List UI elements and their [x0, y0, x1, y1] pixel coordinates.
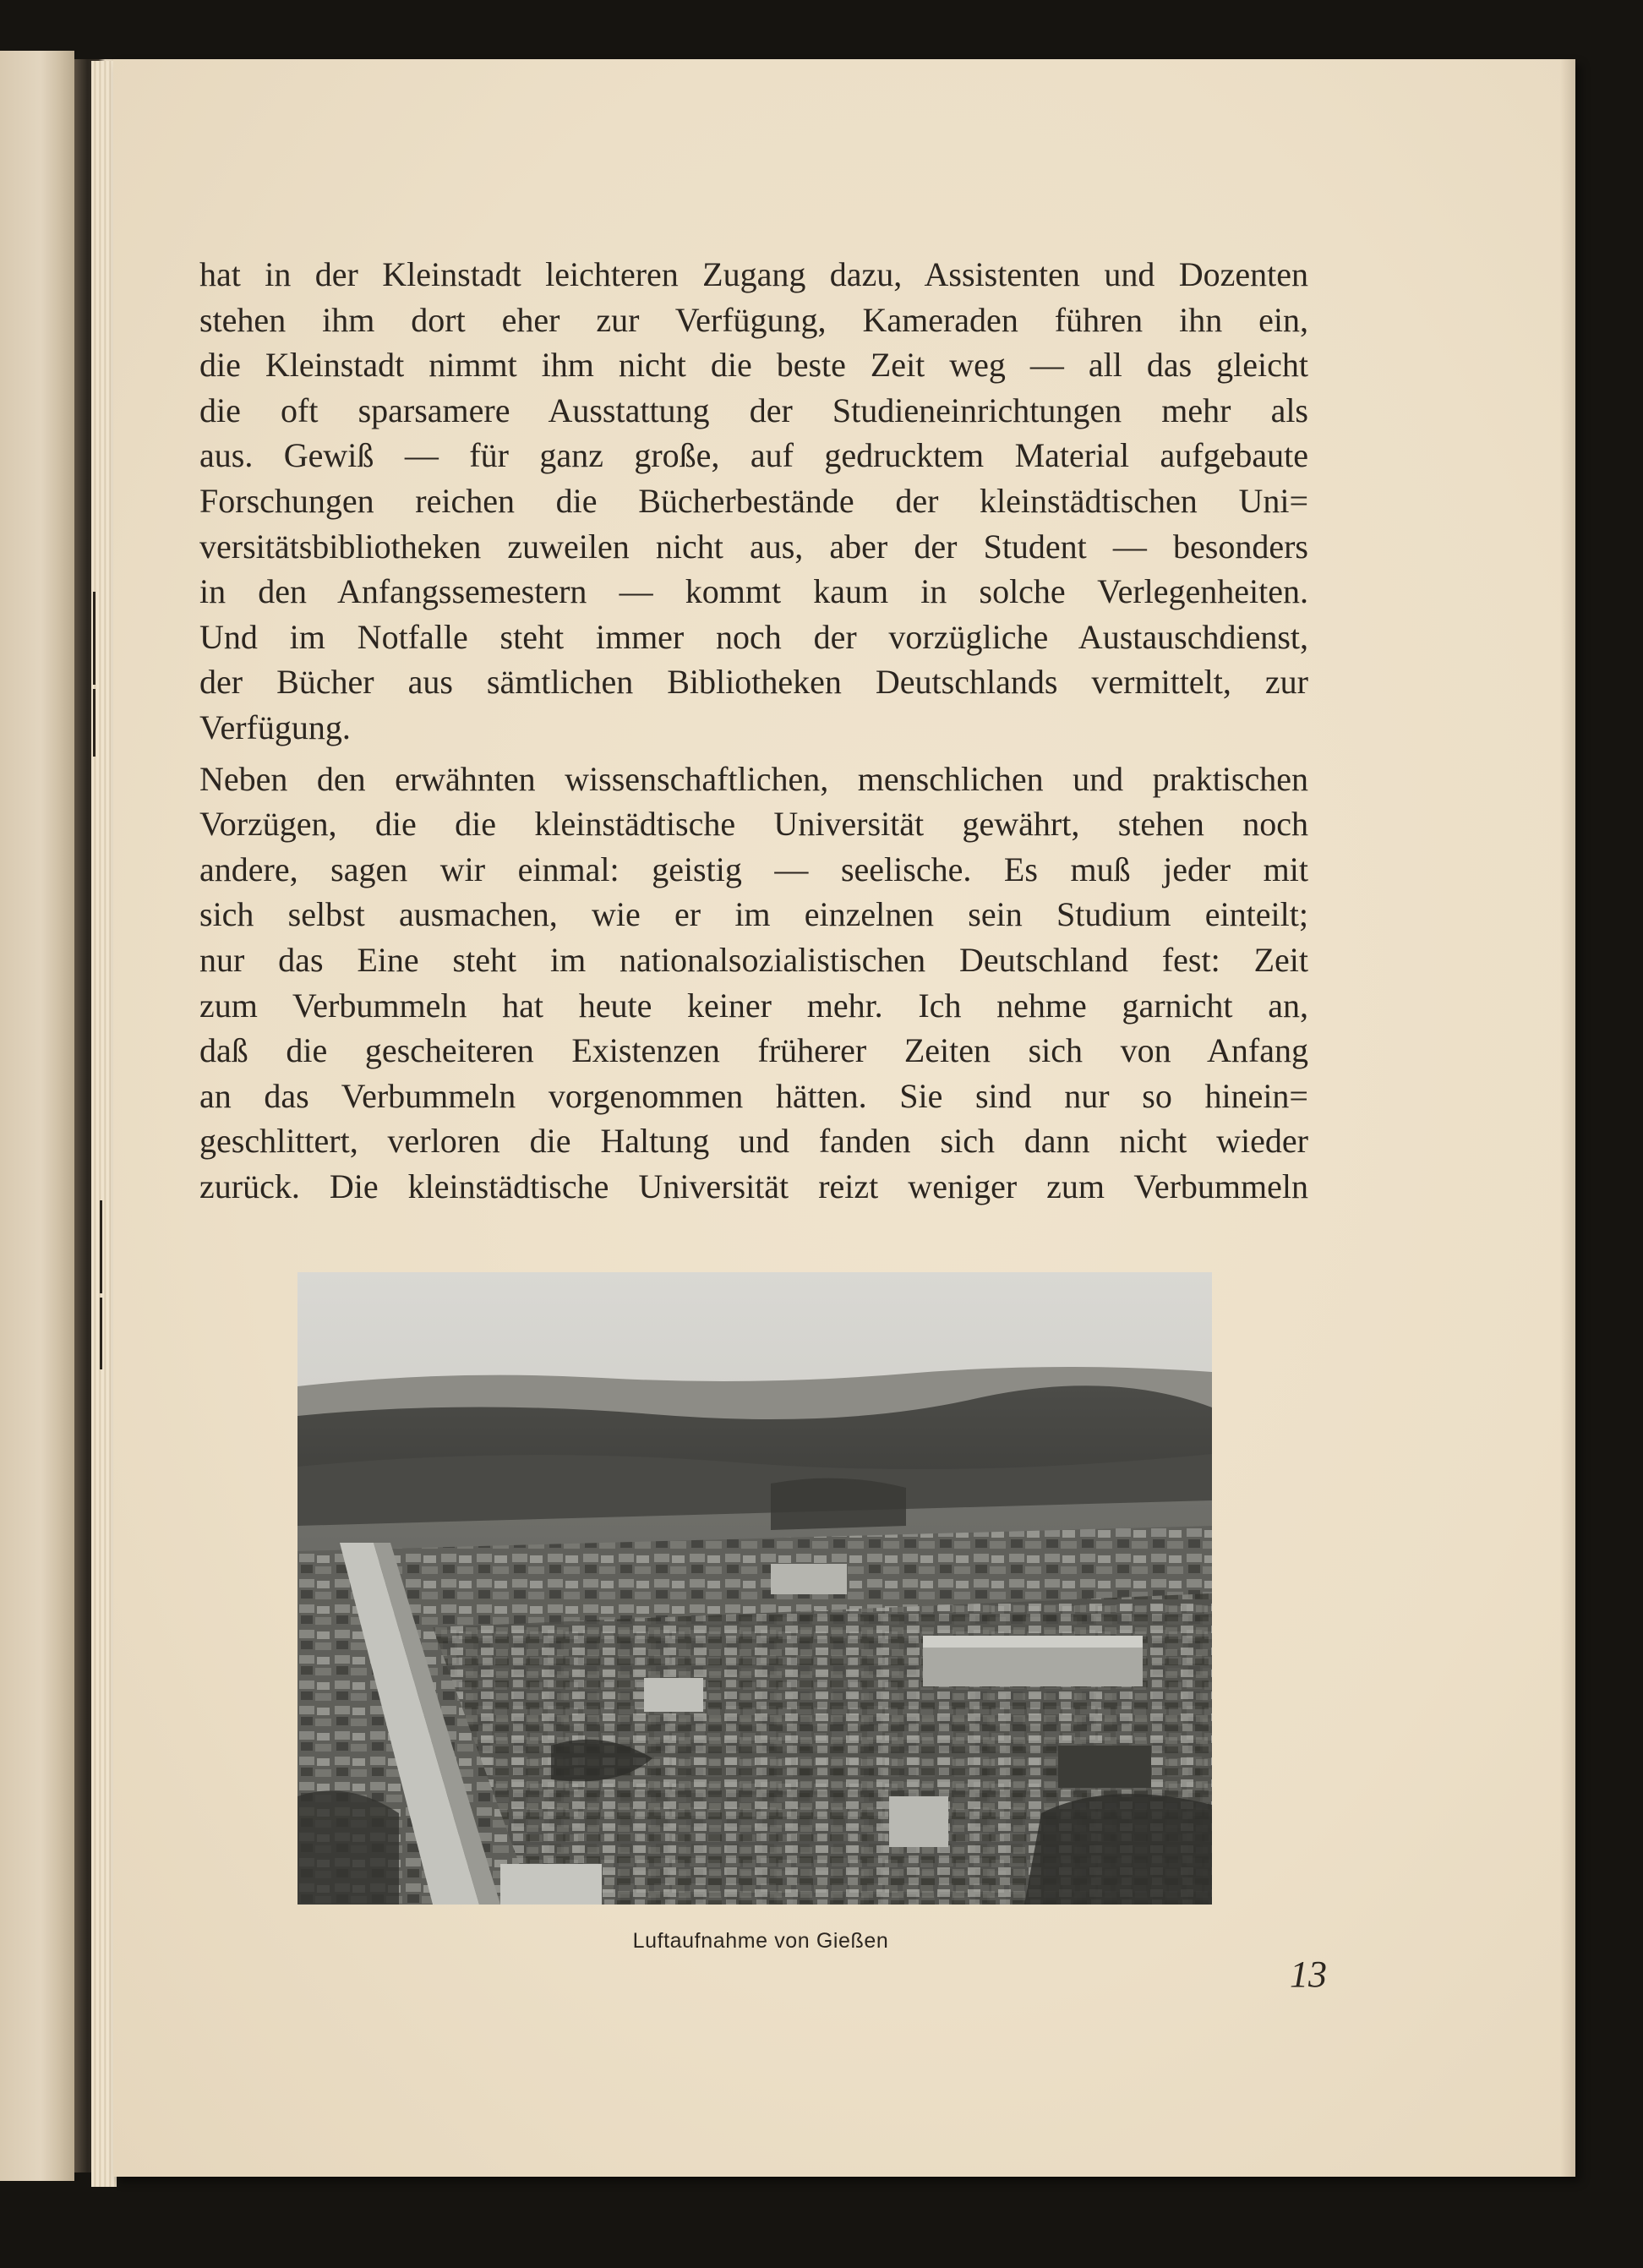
page-edge-shadow: [1560, 59, 1575, 2177]
text-line: Verfügung.: [199, 708, 351, 746]
text-line: hat in der Kleinstadt leichteren Zugang dazu, Assistenten und Dozenten: [199, 255, 1308, 293]
photo-caption: Luftaufnahme von Gießen: [632, 1929, 889, 1953]
text-line: Neben den erwähnten wissenschaftlichen, menschlichen und praktischen: [199, 759, 1308, 798]
body-text: [199, 252, 1308, 1209]
text-line: stehen ihm dort eher zur Verfügung, Kameraden führen ihn ein,: [199, 300, 1308, 339]
text-line: Vorzügen, die die kleinstädtische Universität gewährt, stehen noch: [199, 805, 1308, 844]
binding-thread: [93, 689, 96, 757]
text-line: andere, sagen wir einmal: geistig — seelische. Es muß jeder mit: [199, 850, 1308, 888]
paragraph-gap: [199, 751, 1308, 757]
binding-thread: [100, 1298, 102, 1369]
text-line: Und im Notfalle steht immer noch der vorzügliche Austauschdienst,: [199, 617, 1308, 656]
text-line: zurück. Die kleinstädtische Universität reizt weniger zum Verbummeln: [199, 1167, 1308, 1205]
text-line: geschlittert, verloren die Haltung und fanden sich dann nicht wieder: [199, 1122, 1308, 1161]
text-line: zum Verbummeln hat heute keiner mehr. Ich nehme garnicht an,: [199, 986, 1308, 1025]
text-line: sich selbst ausmachen, wie er im einzelnen sein Studium einteilt;: [199, 895, 1308, 934]
text-line: versitätsbibliotheken zuweilen nicht aus, aber der Student — besonders: [199, 527, 1308, 566]
text-line: die oft sparsamere Ausstattung der Studieneinrichtungen mehr als: [199, 391, 1308, 429]
text-line: an das Verbummeln vorgenommen hätten. Sie sind nur so hinein=: [199, 1076, 1308, 1115]
binding-thread: [93, 592, 96, 685]
text-line: der Bücher aus sämtlichen Bibliotheken Deutschlands vermittelt, zur: [199, 663, 1308, 702]
binding-thread: [100, 1200, 102, 1293]
left-page-edge: [0, 51, 74, 2181]
text-line: daß die gescheiteren Existenzen früherer Zeiten sich von Anfang: [199, 1031, 1308, 1070]
text-line: aus. Gewiß — für ganz große, auf gedrucktem Material aufgebaute: [199, 436, 1308, 475]
text-line: nur das Eine steht im nationalsozialistischen Deutschland fest: Zeit: [199, 940, 1308, 979]
aerial-photo-giessen: [297, 1272, 1212, 1905]
text-line: Forschungen reichen die Bücherbestände der kleinstädtischen Uni=: [199, 481, 1308, 520]
text-line: die Kleinstadt nimmt ihm nicht die beste Zeit weg — all das gleicht: [199, 346, 1308, 385]
text-line: in den Anfangssemestern — kommt kaum in solche Verlegenheiten.: [199, 572, 1308, 611]
page-number: 13: [1290, 1954, 1327, 1995]
